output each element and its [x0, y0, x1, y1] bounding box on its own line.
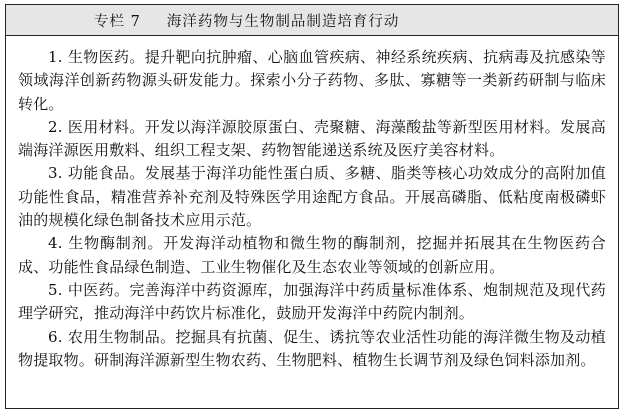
paragraph-biomedicine: 1. 生物医药。提升靶向抗肿瘤、心脑血管疾病、神经系统疾病、抗病毒及抗感染等领域海洋创新药物源头研发能力。探索小分子药物、多肽、寡糖等一类新药研制与临床转化。 — [18, 48, 606, 113]
paragraph-functional-food: 3. 功能食品。发展基于海洋功能性蛋白质、多糖、脂类等核心功效成分的高附加值功能性食品，精准营养补充剂及特殊医学用途配方食品。开展高磷脂、低粘度南极磷虾油的规模化绿色制备技术应用示范。 — [18, 164, 606, 230]
paragraph-bio-enzymes: 4. 生物酶制剂。开发海洋动植物和微生物的酶制剂，挖掘并拓展其在生物医药合成、功能性食品绿色制造、工业生物催化及生态农业等领域的创新应用。 — [18, 234, 606, 276]
paragraph-agri-bioproducts: 6. 农用生物制品。挖掘具有抗菌、促生、诱抗等农业活性功能的海洋微生物及动植物提取物。研制海洋源新型生物农药、生物肥料、植物生长调节剂及绿色饲料添加剂。 — [18, 327, 606, 369]
paragraph-tcm: 5. 中医药。完善海洋中药资源库，加强海洋中药质量标准体系、炮制规范及现代药理学研究，推动海洋中药饮片标准化，鼓励开发海洋中药院内制剂。 — [18, 280, 606, 323]
paragraph-medical-materials: 2. 医用材料。开发以海洋源胶原蛋白、壳聚糖、海藻酸盐等新型医用材料。发展高端海洋源医用敷料、组织工程支架、药物智能递送系统及医疗美容材料。 — [18, 117, 606, 160]
column-header — [6, 5, 618, 36]
column-content — [6, 36, 618, 372]
column-label: 专栏 7 — [94, 13, 141, 30]
column-title: 海洋药物与生物制品制造培育行动 — [166, 13, 400, 30]
column-box — [5, 4, 619, 409]
